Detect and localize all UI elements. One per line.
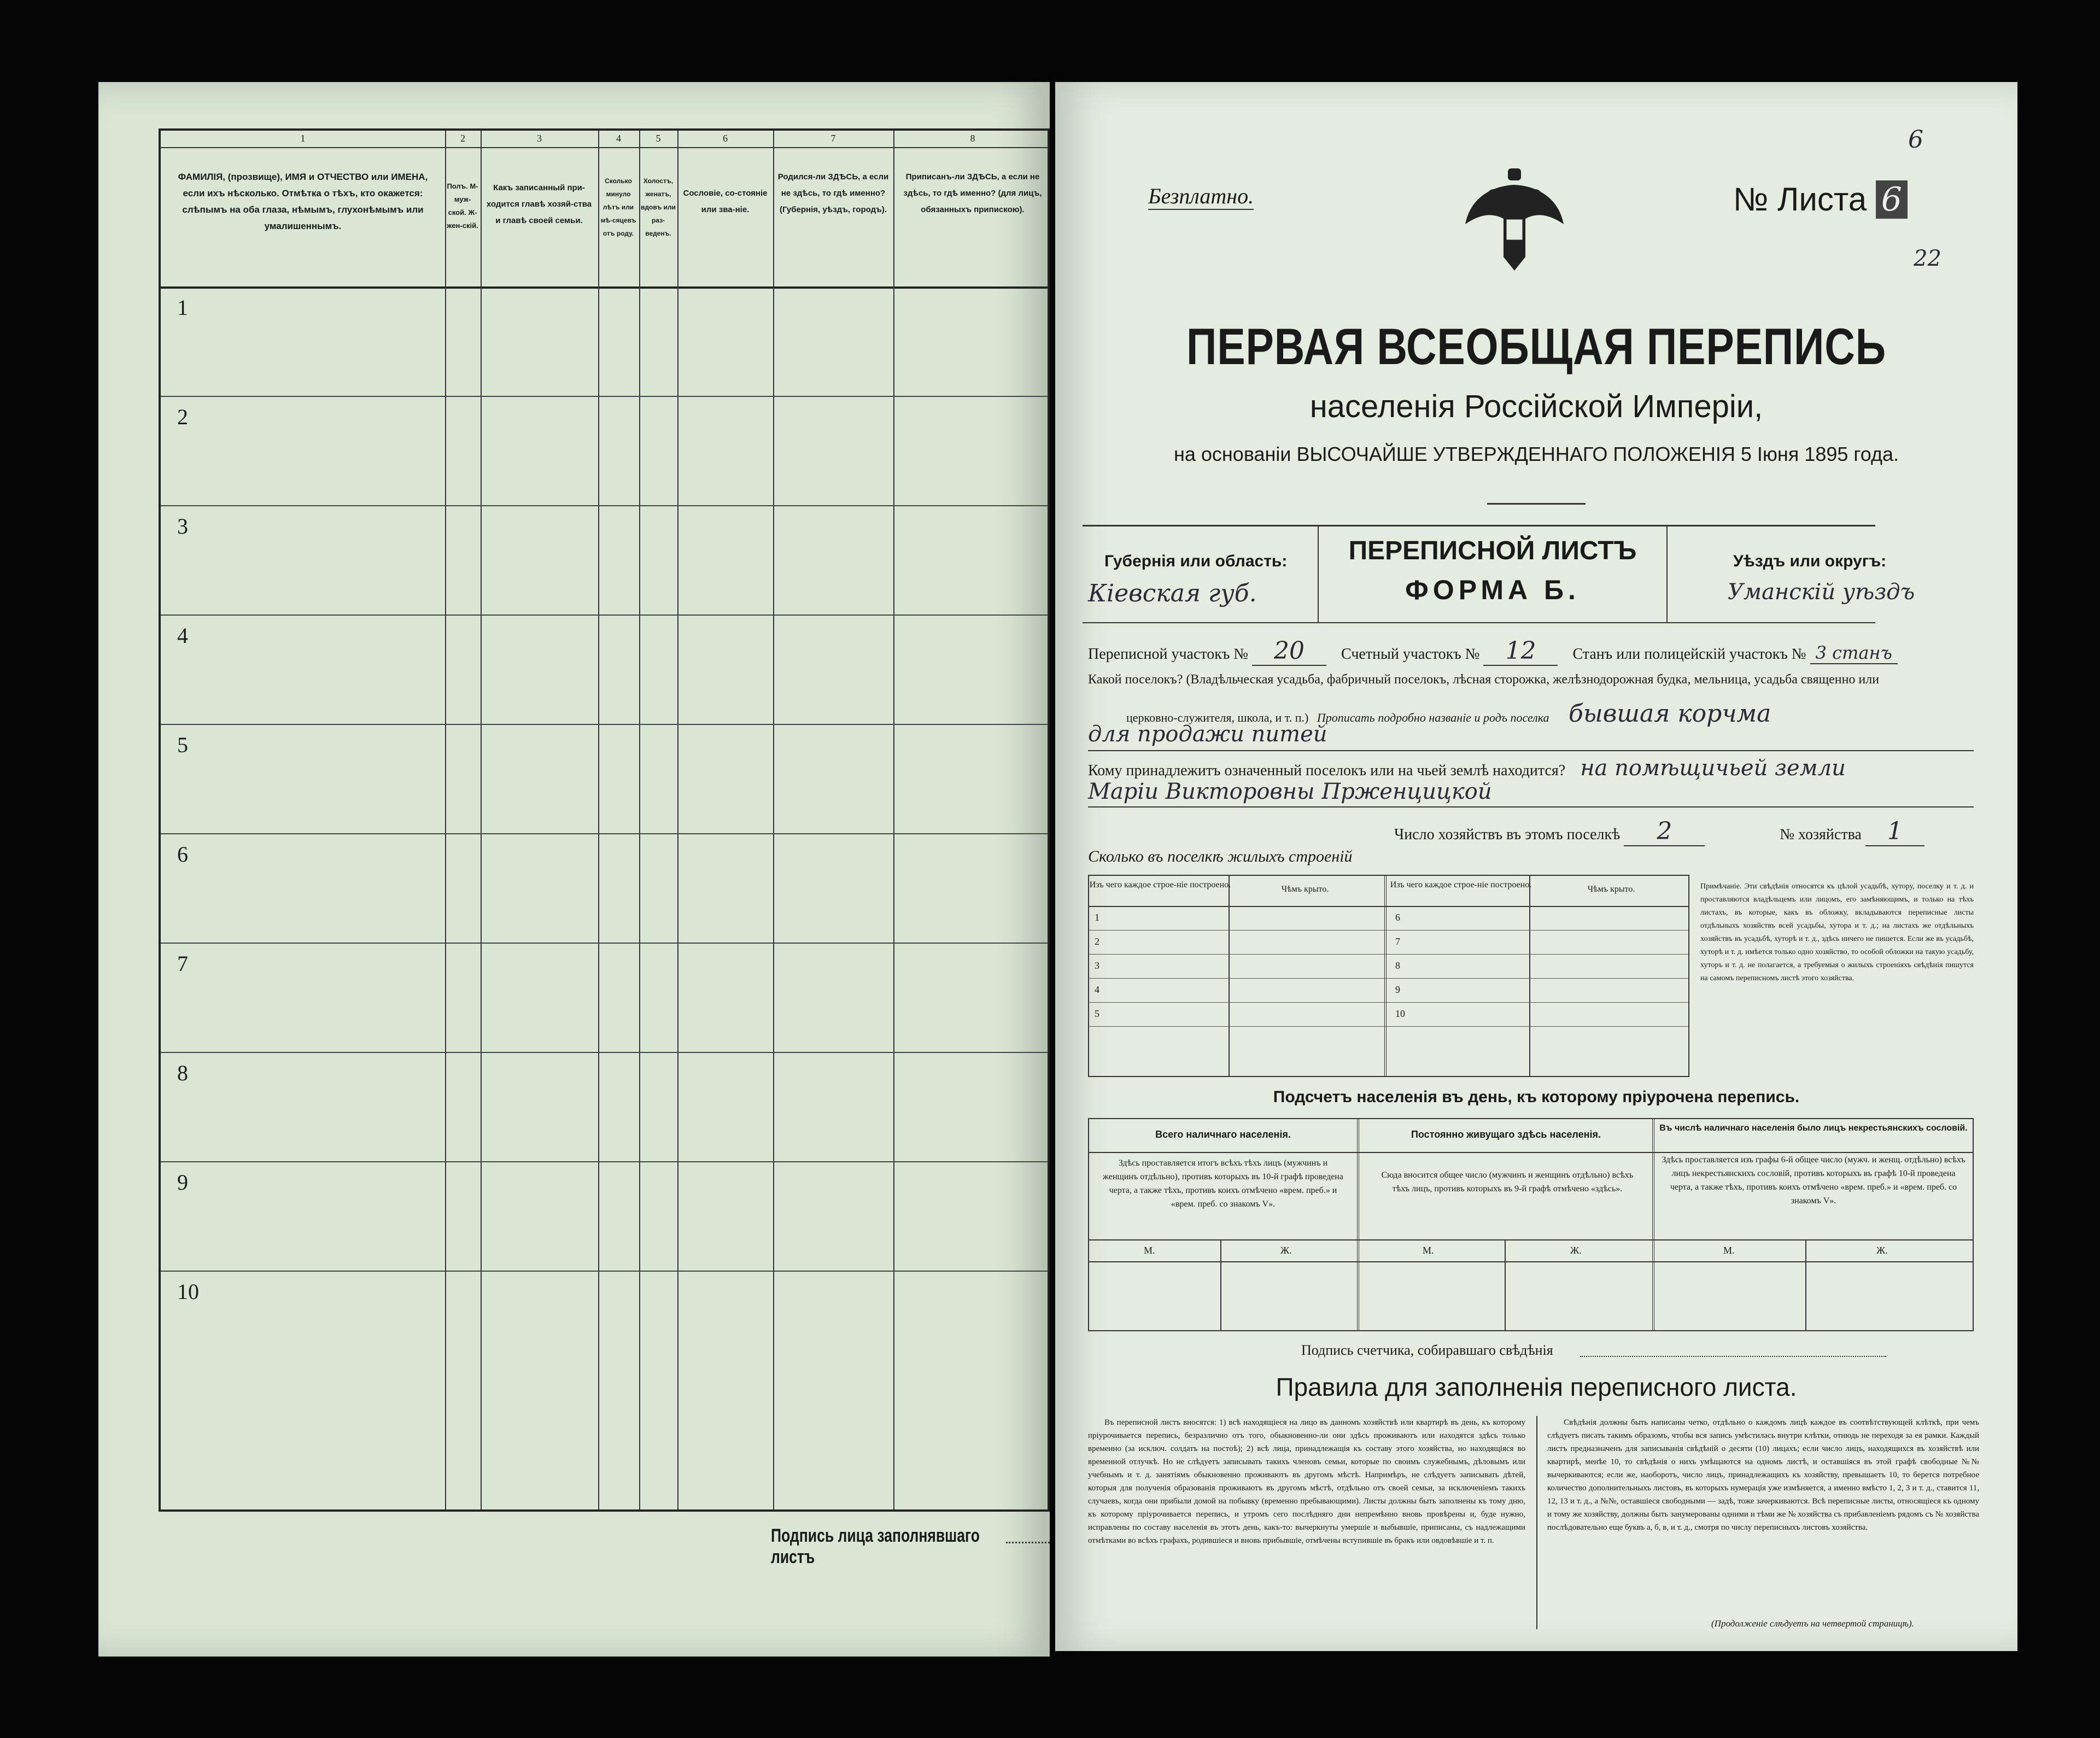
row-number: 3 — [177, 514, 188, 539]
sex-female-label: Ж. — [1570, 1245, 1582, 1256]
gubernia-value[interactable]: Кіевская губ. — [1088, 580, 1257, 607]
settlement-question-2: церковно-служителя, школа, и т. п.) — [1126, 711, 1309, 724]
uezd-label: Уѣздъ или округъ: — [1733, 552, 1887, 570]
census-district-value[interactable]: 20 — [1252, 637, 1326, 666]
household-number-value[interactable]: 1 — [1865, 817, 1924, 846]
column-header: Какъ записанный при-ходится главѣ хозяй-ства и главѣ своей семьи. — [486, 183, 592, 225]
building-row-number: 6 — [1395, 912, 1400, 923]
sheet-number-label — [1733, 180, 1908, 219]
population-count-table — [1088, 1118, 1974, 1331]
sex-male-label: М. — [1723, 1245, 1735, 1256]
column-header: Приписанъ-ли ЗДѢСЬ, а если не здѣсь, то гдѣ именно? (для лицъ, обязанныхъ припискою). — [903, 172, 1042, 214]
page-title: ПЕРВАЯ ВСЕОБЩАЯ ПЕРЕПИСЬ — [1186, 318, 1886, 375]
building-row-number: 1 — [1095, 912, 1099, 923]
building-row-number: 5 — [1095, 1008, 1099, 1019]
row-number: 4 — [177, 623, 188, 648]
column-number: 6 — [723, 133, 728, 144]
left-page — [98, 82, 1050, 1657]
household-number-label: № хозяйства — [1780, 826, 1862, 843]
legal-basis: на основаніи ВЫСОЧАЙШЕ УТВЕРЖДЕННАГО ПОЛОЖЕНІЯ 5 Іюня 1895 года. — [1173, 443, 1899, 465]
column-number: 5 — [656, 133, 661, 144]
owner-line — [1088, 756, 1846, 781]
count-title: Подсчетъ населенія въ день, къ которому пріурочена перепись. — [1273, 1088, 1800, 1106]
households-value[interactable]: 2 — [1624, 817, 1705, 846]
column-header: ФАМИЛІЯ, (прозвище), ИМЯ и ОТЧЕСТВО или ИМЕНА, если ихъ нѣсколько. Отмѣтка о тѣхъ, кто окажется: слѣпымъ на оба глаза, нѣмымъ, глухонѣмымъ или умалишеннымъ. — [178, 172, 428, 231]
sex-female-label: Ж. — [1280, 1245, 1292, 1256]
column-number: 3 — [537, 133, 542, 144]
row-number: 6 — [177, 842, 188, 867]
census-district-label: Переписной участокъ № — [1088, 646, 1249, 663]
building-row-number: 7 — [1395, 936, 1400, 947]
row-number: 10 — [177, 1279, 199, 1304]
coat-of-arms-icon — [1460, 164, 1569, 273]
filler-signature-line[interactable] — [1006, 1542, 1050, 1543]
gubernia-label: Губернія или область: — [1104, 552, 1288, 570]
sheet-label: № Листа — [1733, 181, 1867, 218]
count-col-total-text: Здѣсь проставляется итогъ всѣхъ тѣхъ лицъ (мужчинъ и женщинъ отдѣльно), противъ которыхъ въ 10-й графѣ проведена черта, а также тѣхъ, противъ коихъ отмѣчено «врем. преб.» и «врем. преб. со знакомъ V». — [1103, 1158, 1343, 1209]
column-number: 7 — [830, 133, 836, 144]
rules-title: Правила для заполненія переписного листа. — [1276, 1373, 1797, 1401]
form-title: ФОРМА Б. — [1405, 575, 1580, 605]
building-row-number: 8 — [1395, 960, 1400, 971]
column-header: Холостъ, женатъ, вдовъ или раз-веденъ. — [641, 177, 676, 237]
count-col-total-head: Всего наличнаго населенія. — [1155, 1129, 1291, 1140]
settlement-question: Какой поселокъ? (Владѣльческая усадьба, фабричный поселокъ, лѣсная сторожка, желѣзнодорожная будка, мельница, усадьба священно или — [1088, 672, 1880, 687]
buildings-note: Примѣчаніе. Эти свѣдѣнія относятся къ цѣлой усадьбѣ, хутору, поселку и т. д. и проставляются владѣльцемъ или лицомъ, его замѣняющимъ, и только на тѣхъ листахъ, въ которые, какъ въ обложку, вкладываются переписные листы отдѣльныхъ хозяйствъ всей усадьбы, хутора и т. д.; на листахъ же отдѣльныхъ хозяйствъ въ усадьбѣ, хуторѣ и т. д., здѣсь ничего не пишется. Если же въ усадьбѣ, хуторѣ и т. д. имѣется только одно хозяйство, то особой обложки на такую усадьбу, хуторъ и т. д. не полагается, а требуемыя о жилыхъ строеніяхъ свѣдѣнія пишутся на самомъ переписномъ листѣ этого хозяйства. — [1700, 882, 1974, 982]
households-label: Число хозяйствъ въ этомъ поселкѣ — [1394, 826, 1621, 843]
settlement-value-2[interactable]: для продажи питей — [1088, 722, 1974, 751]
row-number: 7 — [177, 951, 188, 976]
row-number: 9 — [177, 1170, 188, 1195]
enumerator-signature-line[interactable] — [1580, 1356, 1886, 1357]
column-number: 2 — [460, 133, 465, 144]
sex-male-label: М. — [1144, 1245, 1155, 1256]
uezd-value[interactable]: Уманскій уѣздъ — [1728, 580, 1915, 605]
stan-label: Станъ или полицейскій участокъ № — [1572, 646, 1806, 663]
building-row-number: 3 — [1095, 960, 1099, 971]
sheet-number: 6 — [1876, 180, 1908, 219]
census-table — [159, 128, 1050, 1512]
count-col-nonpeasant-text: Здѣсь проставляется изъ графы 6-й общее число (мужч. и женщ. отдѣльно) всѣхъ лицъ некрестьянскихъ сословій, противъ которыхъ въ графѣ 10-й проведена черта, а также тѣхъ, противъ коихъ отмѣчено «врем. преб.» и «врем. преб. со знакомъ V». — [1662, 1155, 1966, 1206]
count-district-label: Счетный участокъ № — [1341, 646, 1480, 663]
right-page — [1055, 82, 2017, 1651]
row-number: 1 — [177, 295, 188, 320]
buildings-material-header: Изъ чего каждое строе-ніе построено. — [1390, 880, 1532, 890]
buildings-material-header: Изъ чего каждое строе-ніе построено. — [1089, 880, 1231, 890]
row-number: 5 — [177, 733, 188, 757]
buildings-roof-header: Чѣмъ крыто. — [1587, 885, 1635, 894]
enumerator-signature-label: Подпись счетчика, собиравшаго свѣдѣнія — [1301, 1342, 1553, 1358]
row-number: 2 — [177, 405, 188, 429]
row-number: 8 — [177, 1061, 188, 1085]
column-number-row — [161, 131, 1048, 148]
stan-value[interactable]: 3 станъ — [1810, 642, 1898, 664]
page-subtitle: населенія Россійской Имперіи, — [1309, 389, 1763, 424]
buildings-table — [1088, 875, 1689, 1077]
count-district-value[interactable]: 12 — [1483, 637, 1558, 666]
column-number: 4 — [616, 133, 621, 144]
buildings-label: Сколько въ поселкѣ жилыхъ строеній — [1088, 847, 1353, 865]
sex-female-label: Ж. — [1876, 1245, 1888, 1256]
continuation-note: (Продолженіе слѣдуетъ на четвертой страницѣ). — [1711, 1618, 1914, 1629]
count-col-nonpeasant-head: Въ числѣ наличнаго населенія было лицъ некрестьянскихъ сословій. — [1659, 1123, 1968, 1133]
building-row-number: 10 — [1395, 1008, 1405, 1019]
corner-page-number: 6 — [1908, 126, 1923, 154]
district-line — [1088, 637, 2017, 665]
column-header: Сословіе, со-стояніе или зва-ніе. — [683, 189, 768, 214]
column-header: Полъ. М-муж-ской. Ж-жен-скій. — [447, 182, 478, 230]
filler-signature-label: Подпись лица заполнявшаго листъ — [771, 1525, 980, 1567]
free-label: Безплатно. — [1148, 183, 1254, 210]
households-line — [1394, 817, 1924, 845]
column-number: 8 — [970, 133, 975, 144]
building-row-number: 4 — [1095, 984, 1099, 995]
owner-value[interactable]: на помѣщичьей земли — [1580, 756, 1846, 781]
buildings-roof-header: Чѣмъ крыто. — [1281, 885, 1329, 894]
settlement-hint: Прописать подробно названіе и родъ поселка — [1317, 711, 1549, 724]
owner-question: Кому принадлежитъ означенный поселокъ или на чьей землѣ находится? — [1088, 762, 1566, 779]
count-col-permanent-head: Постоянно живущаго здѣсь населенія. — [1411, 1129, 1601, 1140]
count-col-permanent-text: Сюда вносится общее число (мужчинъ и женщинъ отдѣльно) всѣхъ тѣхъ лицъ, противъ которыхъ въ 9-й графѣ отмѣчено «здѣсь». — [1381, 1171, 1634, 1193]
column-number: 1 — [300, 133, 306, 144]
building-row-number: 9 — [1395, 984, 1400, 995]
sex-male-label: М. — [1423, 1245, 1434, 1256]
column-header: Родился-ли ЗДѢСЬ, а если не здѣсь, то гдѣ именно? (Губернія, уѣздъ, городъ). — [777, 172, 889, 214]
building-row-number: 2 — [1095, 936, 1099, 947]
column-header-row — [161, 147, 1048, 289]
owner-value-2[interactable]: Марiи Викторовны Прженцицкой — [1088, 779, 1974, 807]
column-header: Сколько минуло лѣтъ или мѣ-сяцевъ отъ роду. — [600, 177, 636, 237]
corner-sheet-count: 22 — [1914, 246, 1941, 271]
sheet-title: ПЕРЕПИСНОЙ ЛИСТЪ — [1348, 536, 1637, 565]
settlement-value[interactable]: бывшая корчма — [1569, 700, 1771, 728]
rules-left-column: Въ переписной листъ вносятся: 1) всѣ находящіеся на лицо въ данномъ хозяйствѣ или квартирѣ въ день, къ которому пріурочивается перепись, безразлично отъ того, обыкновенно-ли они здѣсь проживаютъ или находятся здѣсь только временно (за исключ. солдатъ на постоѣ); 2) всѣ лица, принадлежащія къ составу этого хозяйства, но находящіяся во временной отлучкѣ. Но не слѣдуетъ записывать такихъ членовъ семьи, которые по своимъ служебнымъ, дѣловымъ или учебнымъ и т. д. занятіямъ обыкновенно проживаютъ въ другомъ мѣстѣ. Напримѣръ, не слѣдуетъ записывать дѣтей, которыя для полученія образованія проживаютъ въ другомъ мѣстѣ, отдѣльно отъ своей семьи, за исключеніемъ такихъ случаевъ, когда они прибыли домой на побывку (временно пребывающими). Листы должны быть заполнены къ тому дню, къ которому пріурочивается перепись, и утромъ сего послѣдняго дни непремѣнно вновь провѣрены и, буде нужно, исправлены по составу населенія въ этотъ день, какъ-то: вычеркнуты умершіе и выбывшіе, приписаны, съ надлежащими отмѣтками во всѣхъ графахъ, родившіеся и вновь прибывшіе, отмѣчены вступившіе въ бракъ или овдовѣвшіе и т. п. — [1088, 1418, 1525, 1545]
rules-right-column: Свѣдѣнія должны быть написаны четко, отдѣльно о каждомъ лицѣ каждое въ соотвѣтствующей клѣткѣ, при чемъ слѣдуетъ писать такимъ образомъ, чтобы вся запись умѣстилась внутри клѣтки, отнюдь не переходя за ея рамки. Каждый листъ предназначенъ для записыванія свѣдѣній о десяти (10) лицахъ; если число лицъ, находящихся въ хозяйствѣ или квартирѣ, менѣе 10, то свѣдѣнія о нихъ умѣщаются на одномъ листѣ, и оставшіяся въ этой графѣ свободные №№ вычеркиваются; если же, наоборотъ, число лицъ, принадлежащихъ къ хозяйству, превышаетъ 10, то берется потребное количество дополнительныхъ листовъ, въ которыхъ нумерація уже измѣняется, а именно вмѣсто 1, 2, 3 и т. д., ставится 11, 12, 13 и т. д., а №№, оставшіеся свободными — задѣ, тоже зачеркиваются. Всѣ переписные листы, относящіеся къ одному и тому же хозяйству, должны быть занумерованы одними и тѣми же № хозяйства съ прибавленіемъ рядомъ съ № хозяйства послѣдовательно еще буквъ а, б, в, и т. д., смотря по числу переписныхъ листовъ хозяйства. — [1547, 1418, 1979, 1532]
